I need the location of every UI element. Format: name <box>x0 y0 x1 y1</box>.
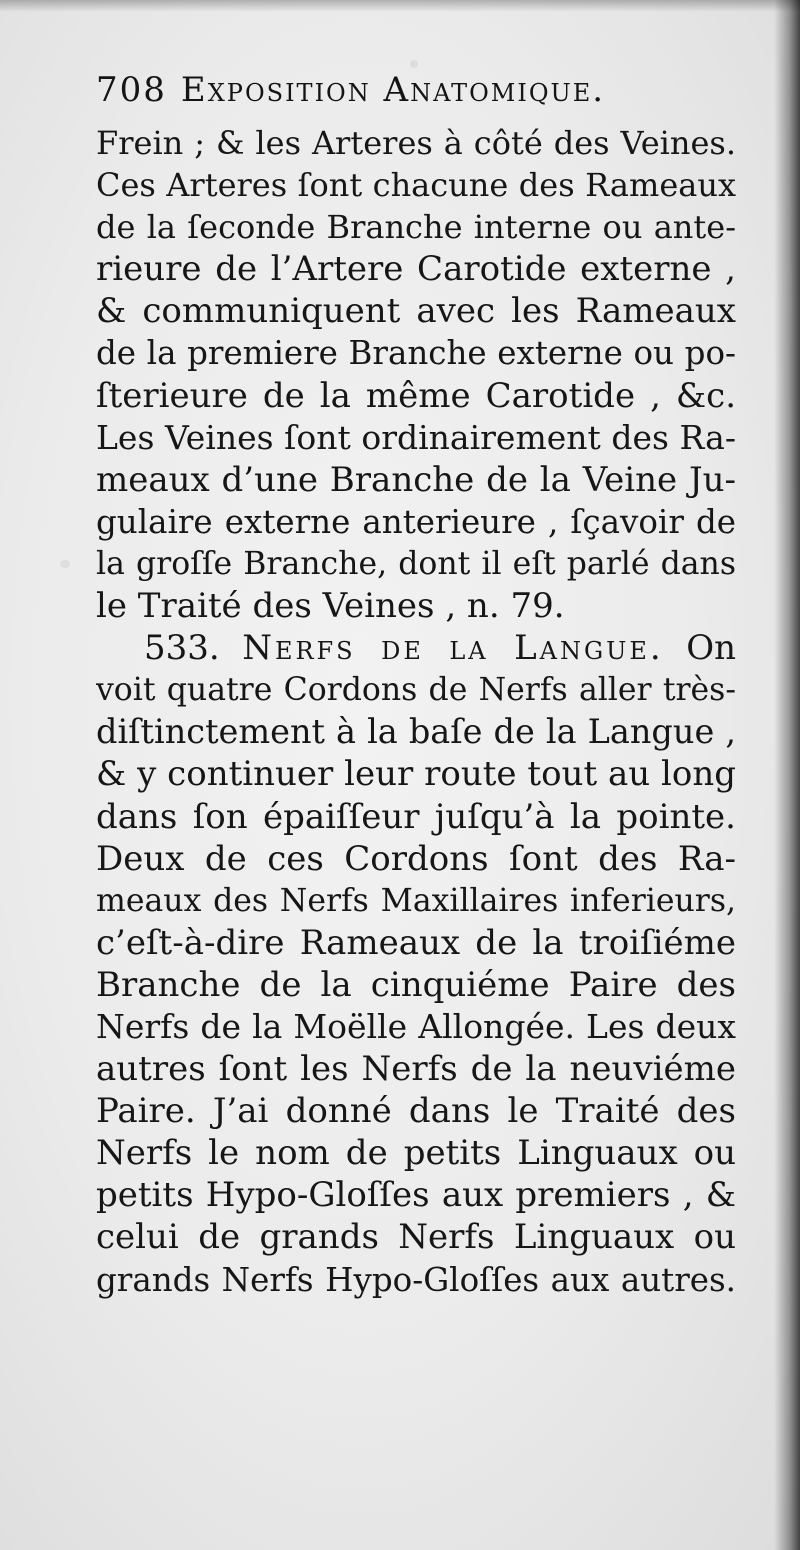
text-line: meaux d’une Branche de la Veine Ju- <box>96 459 736 500</box>
text-line: Nerfs de la Moëlle Allongée. Les deux <box>96 1006 736 1046</box>
paper-stain <box>60 560 70 568</box>
text-line: grands Nerfs Hypo-Gloſſes aux autres. <box>96 1260 736 1299</box>
page-number: 708 <box>96 70 167 110</box>
text-line: autres ſont les Nerfs de la neuviéme <box>96 1049 736 1090</box>
section-number: 533. <box>144 628 220 669</box>
text-line: Ces Arteres ſont chacune des Rameaux <box>96 166 736 205</box>
text-line: rieure de l’Artere Carotide externe , <box>96 249 736 290</box>
text-line: gulaire externe anterieure , ſçavoir de <box>96 502 736 541</box>
text-line: le Traité des Veines , n. 79. <box>96 586 565 627</box>
text-line: de la ſeconde Branche interne ou ante- <box>96 208 736 247</box>
running-head <box>96 70 736 122</box>
text-line: Les Veines ſont ordinairement des Ra- <box>96 417 736 457</box>
text-line: Branche de la cinquiéme Paire des <box>96 964 736 1005</box>
section-heading: Nerfs de la Langue. <box>242 628 664 669</box>
text-line: & communiquent avec les Rameaux <box>96 291 736 332</box>
text-line: dans ſon épaiſſeur juſqu’à la pointe. <box>96 796 736 837</box>
paper-stain <box>410 60 418 68</box>
running-title: Exposition Anatomique. <box>180 70 606 110</box>
section-heading-line <box>96 627 736 669</box>
text-line: celui de grands Nerfs Linguaux ou <box>96 1217 736 1258</box>
text-line: voit quatre Cordons de Nerfs aller très- <box>96 672 736 709</box>
text-line: c’eſt-à-dire Rameaux de la troiſiéme <box>96 922 736 963</box>
text-line: Frein ; & les Arteres à côté des Veines. <box>96 124 736 162</box>
text-line: diſtinctement à la baſe de la Langue , <box>96 712 736 752</box>
body-text <box>96 122 736 1301</box>
top-edge-shadow <box>0 0 800 12</box>
text-line: & y continuer leur route tout au long <box>96 754 736 795</box>
text-line: de la premiere Branche externe ou po- <box>96 334 736 373</box>
text-line: Nerfs le nom de petits Linguaux ou <box>96 1133 736 1174</box>
text-line: Deux de ces Cordons ſont des Ra- <box>96 838 736 879</box>
right-edge-shadow <box>774 0 800 1550</box>
text-line: Paire. J’ai donné dans le Traité des <box>96 1091 736 1132</box>
text-line: ſterieure de la même Carotide , &c. <box>96 375 736 416</box>
text-line: petits Hypo-Gloſſes aux premiers , & <box>96 1175 736 1216</box>
text-fragment: On <box>686 628 736 669</box>
text-line: la groſſe Branche, dont il eſt parlé dans <box>96 545 736 582</box>
text-line: meaux des Nerfs Maxillaires inferieurs, <box>96 882 736 919</box>
